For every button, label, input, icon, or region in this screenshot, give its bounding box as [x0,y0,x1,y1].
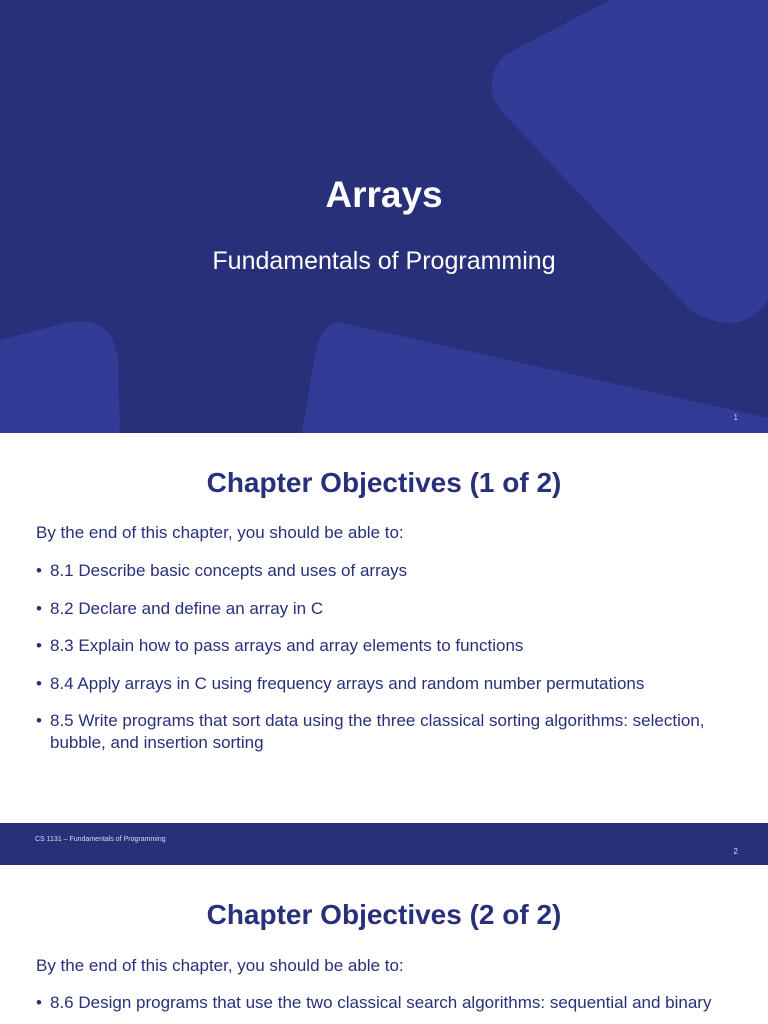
objectives-slide-1 [0,433,768,865]
objectives-list [36,992,736,1024]
presentation-subtitle: Fundamentals of Programming [212,247,556,275]
list-item [36,710,736,754]
slide-footer [0,823,768,865]
list-item [36,598,736,620]
presentation-title: Arrays [325,174,443,215]
list-item [36,673,736,695]
slide-intro: By the end of this chapter, you should be able to: [36,523,404,542]
objectives-list [36,560,736,770]
list-item-text: 8.6 Design programs that use the two classical search algorithms: sequential and binary [50,993,712,1012]
list-item [36,992,736,1014]
bullet-icon: • [36,711,42,730]
list-item-text: 8.4 Apply arrays in C using frequency arrays and random number permutations [50,673,645,693]
list-item-text: 8.5 Write programs that sort data using the three classical sorting algorithms: selection, bubble, and insertion sorting [50,711,705,752]
slide-heading: Chapter Objectives (1 of 2) [206,467,562,498]
slide-heading: Chapter Objectives (2 of 2) [206,899,562,930]
decorative-shape-bottom-left [0,321,120,433]
bullet-icon: • [36,673,42,693]
footer-course-label: CS 1131 – Fundamentals of Programming [35,836,166,843]
list-item [36,635,736,657]
title-slide [0,0,768,433]
list-item [36,560,736,582]
slide-number: 2 [733,847,738,856]
list-item-text: 8.2 Declare and define an array in C [50,598,324,618]
list-item-text: 8.3 Explain how to pass arrays and array elements to functions [50,636,524,655]
objectives-slide-2 [0,865,768,1024]
bullet-icon: • [36,636,42,655]
bullet-icon: • [36,598,42,618]
bullet-icon: • [36,561,42,580]
decorative-shape-bottom-center [302,322,768,433]
list-item-text: 8.1 Describe basic concepts and uses of arrays [50,561,408,580]
slide-number: 1 [733,413,738,422]
bullet-icon: • [36,993,42,1012]
slide-intro: By the end of this chapter, you should be able to: [36,956,404,975]
